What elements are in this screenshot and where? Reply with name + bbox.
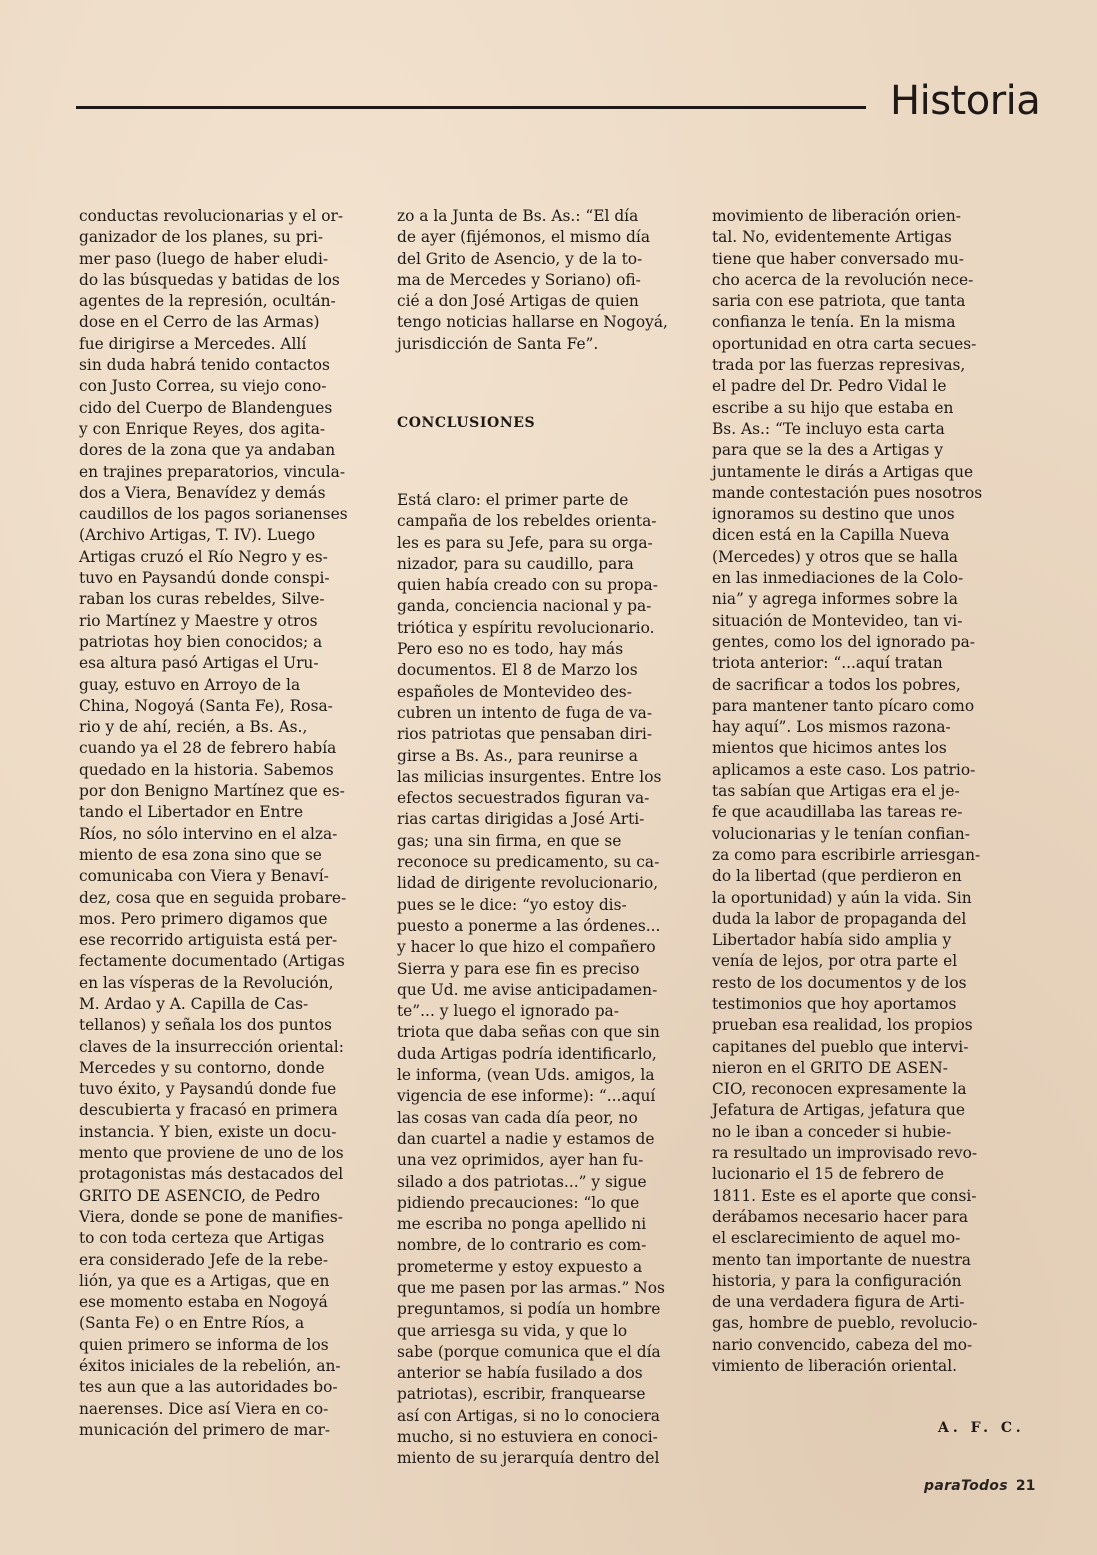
text-line: dos a Viera, Benavídez y demás <box>79 483 326 502</box>
text-line: gas; una sin firma, en que se <box>397 831 622 850</box>
text-line: nizador, para su caudillo, para <box>397 554 634 573</box>
text-line: tal. No, evidentemente Artigas <box>712 228 952 247</box>
text-line: to con toda certeza que Artigas <box>79 1229 325 1248</box>
text-line: prueban esa realidad, los propios <box>712 1016 973 1035</box>
text-line: le informa, (vean Uds. amigos, la <box>397 1066 655 1085</box>
text-line: sin duda habrá tenido contactos <box>79 356 330 375</box>
text-line: rios patriotas que pensaban diri- <box>397 725 653 744</box>
text-line: y hacer lo que hizo el compañero <box>397 938 656 957</box>
text-line: ignoramos su destino que unos <box>712 505 955 524</box>
text-line: Ríos, no sólo intervino en el alza- <box>79 824 338 843</box>
text-line: tando el Libertador en Entre <box>79 803 304 822</box>
text-line: dicen está en la Capilla Nueva <box>712 526 950 545</box>
text-line: quien había creado con su propa- <box>397 576 658 595</box>
text-line: documentos. El 8 de Marzo los <box>397 661 638 680</box>
text-line: prometerme y estoy expuesto a <box>397 1257 643 1276</box>
text-line: dose en el Cerro de las Armas) <box>79 313 320 332</box>
text-line: claves de la insurrección oriental: <box>79 1037 344 1056</box>
text-line: rio y de ahí, recién, a Bs. As., <box>79 718 308 737</box>
text-line: confianza le tenía. En la misma <box>712 313 956 332</box>
text-line: ma de Mercedes y Soriano) ofi- <box>397 270 641 289</box>
text-line: trada por las fuerzas represivas, <box>712 356 966 375</box>
text-line: capitanes del pueblo que intervi- <box>712 1037 969 1056</box>
text-line: patriotas), escribir, franquearse <box>397 1385 646 1404</box>
text-line: dores de la zona que ya andaban <box>79 441 336 460</box>
text-line: zo a la Junta de Bs. As.: “El día <box>397 207 639 225</box>
text-line: el padre del Dr. Pedro Vidal le <box>712 377 947 396</box>
text-line: de una verdadera figura de Arti- <box>712 1293 965 1312</box>
article-column-3 <box>712 206 1026 1377</box>
text-line: era considerado Jefe de la rebe- <box>79 1250 329 1269</box>
text-line: (Archivo Artigas, T. IV). Luego <box>79 526 316 545</box>
text-line: ese momento estaba en Nogoyá <box>79 1293 328 1312</box>
text-line: caudillos de los pagos sorianenses <box>79 505 348 524</box>
text-line: sabe (porque comunica que el día <box>397 1342 661 1361</box>
section-title: Historia <box>890 78 1041 124</box>
text-line: patriotas hoy bien conocidos; a <box>79 632 323 651</box>
page-number: 21 <box>1015 1478 1036 1494</box>
text-line: puesto a ponerme a las órdenes... <box>397 916 661 935</box>
text-line: silado a dos patriotas...” y sigue <box>397 1172 647 1191</box>
text-line: tengo noticias hallarse en Nogoyá, <box>397 313 668 332</box>
text-line: del Grito de Asencio, y de la to- <box>397 249 643 268</box>
text-line: cubren un intento de fuga de va- <box>397 703 653 722</box>
author-signature: A. F. C. <box>938 1420 1025 1436</box>
text-line: ese recorrido artiguista está per- <box>79 931 338 950</box>
text-line: nombre, de lo contrario es com- <box>397 1236 647 1255</box>
text-line: en las vísperas de la Revolución, <box>79 973 334 992</box>
text-line: ganda, conciencia nacional y pa- <box>397 597 652 616</box>
text-line: quien primero se informa de los <box>79 1335 329 1354</box>
text-line: pues se le dice: “yo estoy dis- <box>397 895 627 914</box>
text-line: Bs. As.: “Te incluyo esta carta <box>712 419 945 438</box>
text-line: en trajines preparatorios, vincula- <box>79 462 346 481</box>
text-line: M. Ardao y A. Capilla de Cas- <box>79 994 309 1013</box>
text-line: para mantener tanto pícaro como <box>712 696 975 715</box>
text-line: tuvo éxito, y Paysandú donde fue <box>79 1080 337 1099</box>
text-line: fectamente documentado (Artigas <box>79 952 345 971</box>
text-line: Mercedes y su contorno, donde <box>79 1058 325 1077</box>
text-line: mande contestación pues nosotros <box>712 483 983 502</box>
text-line: y con Enrique Reyes, dos agita- <box>79 419 326 438</box>
text-line: mientos que hicimos antes los <box>712 739 947 758</box>
text-line: en las inmediaciones de la Colo- <box>712 569 964 588</box>
text-line: cié a don José Artigas de quien <box>397 292 639 311</box>
text-line: nia” y agrega informes sobre la <box>712 590 958 609</box>
text-line: protagonistas más destacados del <box>79 1165 344 1184</box>
text-line: ra resultado un improvisado revo- <box>712 1144 978 1163</box>
text-line: ganizador de los planes, su pri- <box>79 228 324 247</box>
text-line: para que se la des a Artigas y <box>712 441 944 460</box>
text-line: agentes de la represión, ocultán- <box>79 292 336 311</box>
text-line: mucho, si no estuviera en conoci- <box>397 1428 658 1447</box>
text-line: volucionarias y le tenían confian- <box>712 824 970 843</box>
text-line: nario convencido, cabeza del mo- <box>712 1335 973 1354</box>
text-line: girse a Bs. As., para reunirse a <box>397 746 638 765</box>
text-line: guay, estuvo en Arroyo de la <box>79 675 301 694</box>
text-line: China, Nogoyá (Santa Fe), Rosa- <box>79 696 333 715</box>
text-line: triota que daba señas con que sin <box>397 1023 660 1042</box>
text-line: reconoce su predicamento, su ca- <box>397 853 660 872</box>
text-line: Sierra y para ese fin es preciso <box>397 959 640 978</box>
text-line: así con Artigas, si no lo conociera <box>397 1406 660 1425</box>
text-line: conductas revolucionarias y el or- <box>79 207 344 225</box>
text-line: éxitos iniciales de la rebelión, an- <box>79 1357 341 1376</box>
text-line: saria con ese patriota, que tanta <box>712 292 966 311</box>
text-line: vigencia de ese informe): “...aquí <box>397 1087 656 1106</box>
text-line: tellanos) y señala los dos puntos <box>79 1016 332 1035</box>
text-line: (Mercedes) y otros que se halla <box>712 547 958 566</box>
text-line: tiene que haber conversado mu- <box>712 249 964 268</box>
text-line: CIO, reconocen expresamente la <box>712 1080 967 1099</box>
text-line: esa altura pasó Artigas el Uru- <box>79 654 319 673</box>
text-line: za como para escribirle arriesgan- <box>712 845 981 864</box>
text-line: derábamos necesario hacer para <box>712 1207 969 1226</box>
text-line: aplicamos a este caso. Los patrio- <box>712 760 976 779</box>
text-line: naerenses. Dice así Viera en co- <box>79 1399 329 1418</box>
text-line: cho acerca de la revolución nece- <box>712 270 974 289</box>
header-rule <box>76 106 866 109</box>
text-line: nieron en el GRITO DE ASEN- <box>712 1058 948 1077</box>
text-line: que Ud. me avise anticipadamen- <box>397 980 658 999</box>
text-line: municación del primero de mar- <box>79 1420 331 1439</box>
text-line: les es para su Jefe, para su orga- <box>397 533 653 552</box>
text-line: duda Artigas podría identificarlo, <box>397 1044 657 1063</box>
text-line: Jefatura de Artigas, jefatura que <box>712 1101 965 1120</box>
text-line: rias cartas dirigidas a José Arti- <box>397 810 645 829</box>
text-line: vimiento de liberación oriental. <box>712 1357 958 1376</box>
text-line: de sacrificar a todos los pobres, <box>712 675 961 694</box>
text-line: instancia. Y bien, existe un docu- <box>79 1122 337 1141</box>
text-line: triota anterior: “...aquí tratan <box>712 654 943 673</box>
text-line: jurisdicción de Santa Fe”. <box>397 334 599 353</box>
text-line: comunicaba con Viera y Benaví- <box>79 867 329 886</box>
text-line: por don Benigno Martínez que es- <box>79 782 345 801</box>
text-line: mer paso (luego de haber eludi- <box>79 249 329 268</box>
text-line: preguntamos, si podía un hombre <box>397 1300 661 1319</box>
text-line: no le iban a conceder si hubie- <box>712 1122 952 1141</box>
text-line: triótica y espíritu revolucionario. <box>397 618 655 637</box>
text-line: Libertador había sido amplia y <box>712 931 952 950</box>
text-line: (Santa Fe) o en Entre Ríos, a <box>79 1314 305 1333</box>
magazine-name: paraTodos <box>924 1478 1008 1494</box>
text-line: miento de su jerarquía dentro del <box>397 1449 660 1468</box>
text-line: tuvo en Paysandú donde conspi- <box>79 569 330 588</box>
text-line: Está claro: el primer parte de <box>397 491 629 509</box>
text-line: que me pasen por las armas.” Nos <box>397 1278 665 1297</box>
text-line: lucionario el 15 de febrero de <box>712 1165 945 1184</box>
text-line: efectos secuestrados figuran va- <box>397 789 650 808</box>
text-line: duda la labor de propaganda del <box>712 909 967 928</box>
text-line: pidiendo precauciones: “lo que <box>397 1193 640 1212</box>
text-line: historia, y para la configuración <box>712 1271 962 1290</box>
text-line: 1811. Este es el aporte que consi- <box>712 1186 977 1205</box>
text-line: anterior se había fusilado a dos <box>397 1364 643 1383</box>
text-line: mento tan importante de nuestra <box>712 1250 971 1269</box>
text-line: Viera, donde se pone de manifies- <box>79 1207 343 1226</box>
article-column-1 <box>79 206 385 1441</box>
text-line: mos. Pero primero digamos que <box>79 909 328 928</box>
text-line: mento que proviene de uno de los <box>79 1144 344 1163</box>
text-line: fue dirigirse a Mercedes. Allí <box>79 334 307 353</box>
text-line: rio Martínez y Maestre y otros <box>79 611 318 630</box>
text-line: Artigas cruzó el Río Negro y es- <box>79 547 328 566</box>
text-line: lidad de dirigente revolucionario, <box>397 874 659 893</box>
text-line: dan cuartel a nadie y estamos de <box>397 1129 655 1148</box>
text-line: oportunidad en otra carta secues- <box>712 334 977 353</box>
text-line: quedado en la historia. Sabemos <box>79 760 334 779</box>
text-line: gas, hombre de pueblo, revolucio- <box>712 1314 978 1333</box>
text-line: cuando ya el 28 de febrero había <box>79 739 337 758</box>
text-line: lión, ya que es a Artigas, que en <box>79 1271 330 1290</box>
text-line: que arriesga su vida, y que lo <box>397 1321 628 1340</box>
text-line: descubierta y fracasó en primera <box>79 1101 338 1120</box>
text-line: tas sabían que Artigas era el je- <box>712 782 960 801</box>
text-line: escribe a su hijo que estaba en <box>712 398 954 417</box>
article-column-2-top <box>397 206 707 355</box>
text-line: fe que acaudillaba las tareas re- <box>712 803 963 822</box>
text-line: testimonios que hoy aportamos <box>712 994 957 1013</box>
section-subheading: CONCLUSIONES <box>397 415 536 431</box>
text-line: una vez oprimidos, ayer han fu- <box>397 1151 644 1170</box>
text-line: tes aun que a las autoridades bo- <box>79 1378 338 1397</box>
text-line: dez, cosa que en seguida probare- <box>79 888 347 907</box>
text-line: Pero eso no es todo, hay más <box>397 640 624 659</box>
text-line: raban los curas rebeldes, Silve- <box>79 590 325 609</box>
text-line: me escriba no ponga apellido ni <box>397 1215 647 1234</box>
text-line: campaña de los rebeldes orienta- <box>397 512 657 531</box>
text-line: te”... y luego el ignorado pa- <box>397 1002 619 1021</box>
text-line: do las búsquedas y batidas de los <box>79 270 340 289</box>
text-line: resto de los documentos y de los <box>712 973 967 992</box>
text-line: de ayer (fijémonos, el mismo día <box>397 228 650 247</box>
text-line: las milicias insurgentes. Entre los <box>397 767 662 786</box>
text-line: españoles de Montevideo des- <box>397 682 632 701</box>
text-line: situación de Montevideo, tan vi- <box>712 611 963 630</box>
text-line: la oportunidad) y aún la vida. Sin <box>712 888 972 907</box>
text-line: las cosas van cada día peor, no <box>397 1108 638 1127</box>
page-footer <box>924 1478 1035 1494</box>
article-column-2-bottom <box>397 490 707 1470</box>
text-line: juntamente le dirás a Artigas que <box>712 462 974 481</box>
text-line: movimiento de liberación orien- <box>712 207 961 225</box>
text-line: gentes, como los del ignorado pa- <box>712 632 975 651</box>
text-line: cido del Cuerpo de Blandengues <box>79 398 333 417</box>
text-line: miento de esa zona sino que se <box>79 845 322 864</box>
text-line: do la libertad (que perdieron en <box>712 867 962 886</box>
text-line: con Justo Correa, su viejo cono- <box>79 377 327 396</box>
text-line: hay aquí”. Los mismos razona- <box>712 718 951 737</box>
text-line: venía de lejos, por otra parte el <box>712 952 958 971</box>
text-line: GRITO DE ASENCIO, de Pedro <box>79 1186 321 1205</box>
text-line: el esclarecimiento de aquel mo- <box>712 1229 961 1248</box>
